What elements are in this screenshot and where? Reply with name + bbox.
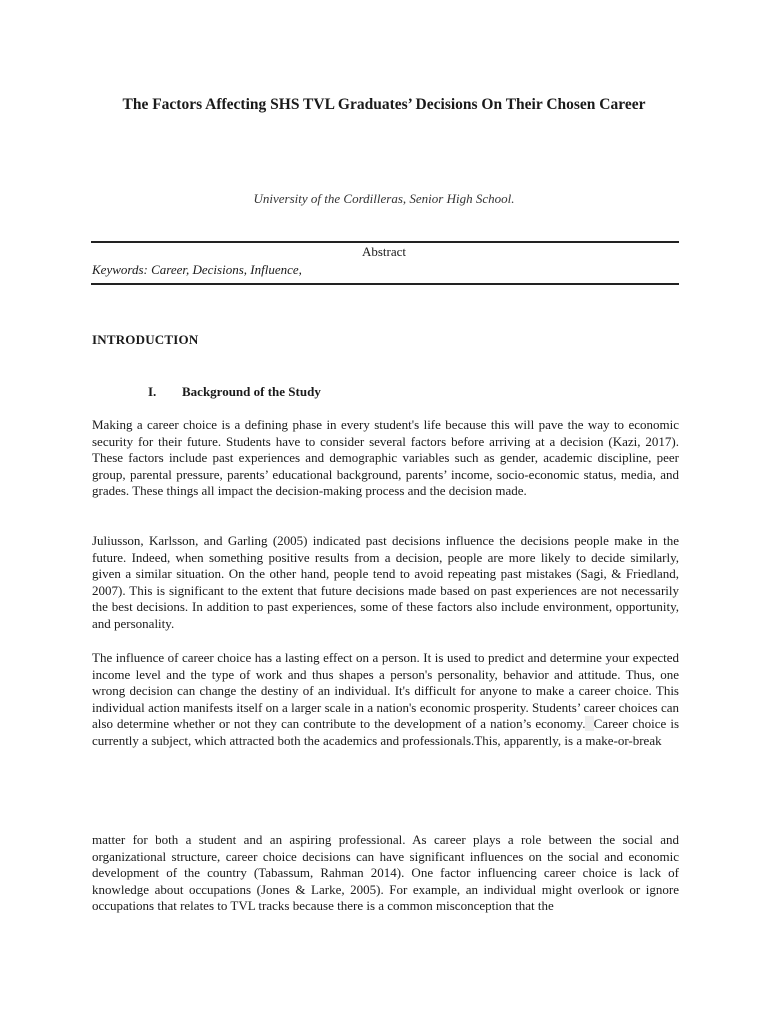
body-paragraph-3-part-b: Career choice is currently a subject, which attracted both the academics and professionals.This, apparently, is a make-or-break (92, 716, 680, 748)
subsection-title: Background of the Study (182, 384, 321, 399)
abstract-heading: Abstract (361, 244, 407, 259)
section-heading-introduction: INTRODUCTION (92, 332, 199, 347)
paper-title: The Factors Affecting SHS TVL Graduates’ Decisions On Their Chosen Career (122, 96, 646, 113)
subsection-heading (148, 384, 321, 400)
body-paragraph-3 (92, 650, 679, 749)
keywords-line: Keywords: Career, Decisions, Influence, (92, 262, 302, 277)
body-paragraph-2: Juliusson, Karlsson, and Garling (2005) indicated past decisions influence the decisions people make in the future. Indeed, when something positive results from a decision, people are more likely to decide similarly, given a similar situation. On the other hand, people tend to avoid repeating past mistakes (Sagi, & Friedland, 2007). This is significant to the extent that future decisions made based on past experiences are not necessarily the best decisions. In addition to past experiences, some of these factors also include environment, opportunity, and personality. (92, 533, 679, 631)
body-paragraph-4: matter for both a student and an aspiring professional. As career plays a role between the social and organizational structure, career choice decisions can have significant influences on the social and economic development of the country (Tabassum, Rahman 2014). One factor influencing career choice is lack of knowledge about occupations (Jones & Larke, 2005). For example, an individual might overlook or ignore occupations that relates to TVL tracks because there is a common misconception that the (92, 832, 679, 913)
abstract-bottom-rule (91, 283, 679, 285)
body-paragraph-3-part-a: The influence of career choice has a lasting effect on a person. It is used to predict and determine your expected income level and the type of work and thus shapes a person's personality, behavior and attitude. Thus, one wrong decision can change the destiny of an individual. It's difficult for anyone to make a career choice. This individual action manifests itself on a larger scale in a nation's economic prosperity. Students’ career choices can also determine whether or not they can contribute to the development of a nation’s economy. (92, 650, 679, 731)
body-paragraph-1: Making a career choice is a defining phase in every student's life because this will pave the way to economic security for their future. Students have to consider several factors before arriving at a decision (Kazi, 2017). These factors include past experiences and demographic variables such as gender, academic discipline, peer group, parental pressure, parents’ educational background, parents’ income, socio-economic status, media, and grades. These things all impact the decision-making process and the decision made. (92, 417, 679, 498)
abstract-top-rule (91, 241, 679, 243)
author-affiliation: University of the Cordilleras, Senior High School. (253, 191, 515, 206)
subsection-number: I. (148, 384, 157, 399)
text-highlight-gap (585, 716, 593, 731)
